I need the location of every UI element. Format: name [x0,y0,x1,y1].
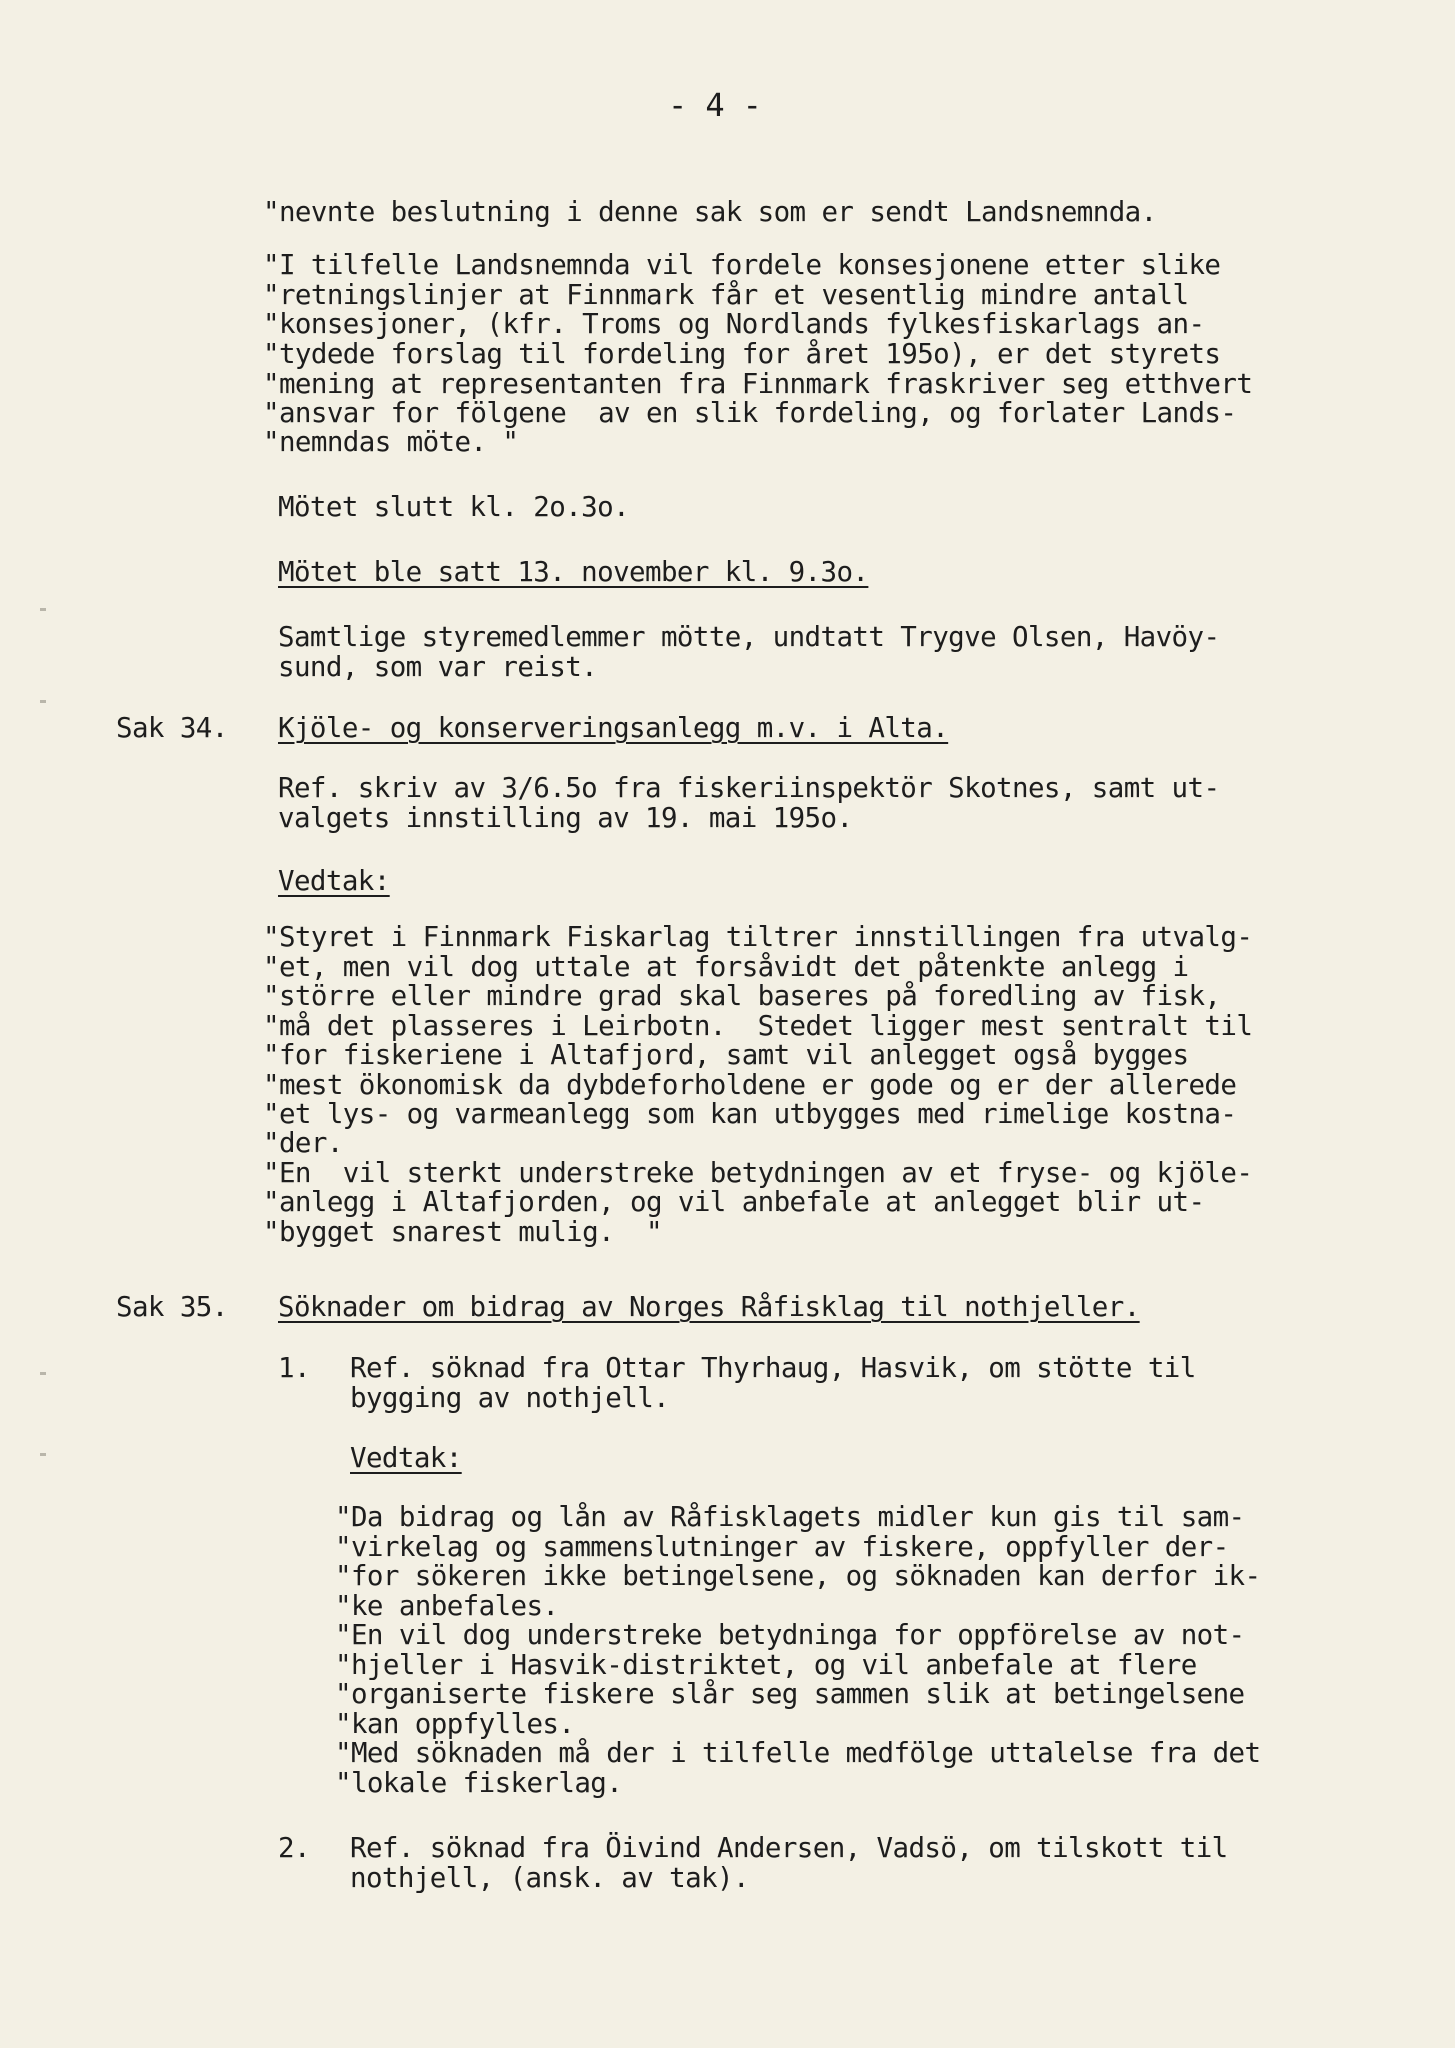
attendance-line: sund, som var reist. [278,651,598,683]
sak-34-vedtak-line: "större eller mindre grad skal baseres på foredling av fisk, [263,980,1221,1012]
margin-mark [40,1372,46,1375]
sak-35-item-1-vedtak-line: "organiserte fiskere slår seg sammen slik at betingelsene [335,1678,1245,1710]
sak-35-item-1-vedtak-line: "ke anbefales. [335,1590,559,1622]
sak-34-ref-line: valgets innstilling av 19. mai 195o. [278,802,853,834]
sak-35-item-1-vedtak-line: "Da bidrag og lån av Råfisklagets midler kun gis til sam- [335,1501,1245,1533]
sak-35-item-1-vedtak-label: Vedtak: [350,1442,462,1474]
sak-35-item-1-vedtak-line: "for sökeren ikke betingelsene, og söknaden kan derfor ik- [335,1560,1261,1592]
sak-34-vedtak-line: "der. [263,1127,343,1159]
intro-line: "nevnte beslutning i denne sak som er sendt Landsnemnda. [263,196,1157,228]
page-number: - 4 - [668,86,762,124]
sak-35-item-1-vedtak-line: "hjeller i Hasvik-distriktet, og vil anbefale at flere [335,1649,1197,1681]
intro-line: "I tilfelle Landsnemnda vil fordele konsesjonene etter slike [263,249,1221,281]
sak-34-vedtak-line: "En vil sterkt understreke betydningen av et fryse- og kjöle- [263,1157,1253,1189]
sak-35-item-1-vedtak-line: "kan oppfylles. [335,1708,575,1740]
margin-mark [40,1453,46,1456]
sak-35-label: Sak 35. [116,1291,228,1323]
intro-line: "tydede forslag til fordeling for året 195o), er det styrets [263,338,1221,370]
sak-35-item-1-vedtak-line: "lokale fiskerlag. [335,1767,623,1799]
sak-35-item-1-vedtak-line: "En vil dog understreke betydninga for oppförelse av not- [335,1619,1245,1651]
sak-34-vedtak-line: "mest ökonomisk da dybdeforholdene er gode og er der allerede [263,1069,1237,1101]
sak-34-vedtak-line: "må det plasseres i Leirbotn. Stedet ligger mest sentralt til [263,1010,1253,1042]
sak-35-item-1-number: 1. [278,1352,310,1384]
sak-34-label: Sak 34. [116,712,228,744]
sak-35-item-2-number: 2. [278,1832,310,1864]
sak-34-vedtak-line: "bygget snarest mulig. " [263,1216,662,1248]
margin-mark [40,608,46,611]
sak-34-vedtak-line: "for fiskeriene i Altafjord, samt vil anlegget også bygges [263,1039,1189,1071]
sak-34-ref-line: Ref. skriv av 3/6.5o fra fiskeriinspektör Skotnes, samt ut- [278,772,1220,804]
intro-line: "konsesjoner, (kfr. Troms og Nordlands fylkesfiskarlags an- [263,308,1205,340]
sak-34-vedtak-line: "Styret i Finnmark Fiskarlag tiltrer innstillingen fra utvalg- [263,921,1253,953]
intro-line: "retningslinjer at Finnmark får et vesentlig mindre antall [263,279,1189,311]
sak-35-title: Söknader om bidrag av Norges Råfisklag til nothjeller. [278,1291,1140,1323]
sak-35-item-1-ref-line: Ref. söknad fra Ottar Thyrhaug, Hasvik, om stötte til [350,1352,1196,1384]
sak-35-item-1-ref-line: bygging av nothjell. [350,1382,670,1414]
sak-34-vedtak-line: "anlegg i Altafjorden, og vil anbefale at anlegget blir ut- [263,1186,1205,1218]
sak-35-item-1-vedtak-line: "Med söknaden må der i tilfelle medfölge uttalelse fra det [335,1737,1261,1769]
intro-line: "nemndas möte. " [263,426,519,458]
meeting-end-line: Mötet slutt kl. 2o.3o. [278,491,630,523]
margin-mark [40,700,46,703]
sak-34-vedtak-line: "et, men vil dog uttale at forsåvidt det påtenkte anlegg i [263,951,1189,983]
sak-35-item-1-vedtak-line: "virkelag og sammenslutninger av fiskere, oppfyller der- [335,1531,1229,1563]
sak-34-title: Kjöle- og konserveringsanlegg m.v. i Alta. [278,712,949,744]
attendance-line: Samtlige styremedlemmer mötte, undtatt Trygve Olsen, Havöy- [278,621,1220,653]
sak-35-item-2-ref-line: nothjell, (ansk. av tak). [350,1862,749,1894]
intro-line: "mening at representanten fra Finnmark fraskriver seg etthvert [263,368,1253,400]
intro-line: "ansvar for fölgene av en slik fordeling, og forlater Lands- [263,397,1237,429]
meeting-start-heading: Mötet ble satt 13. november kl. 9.3o. [278,556,869,588]
sak-34-vedtak-label: Vedtak: [278,865,390,897]
sak-35-item-2-ref-line: Ref. söknad fra Öivind Andersen, Vadsö, om tilskott til [350,1832,1228,1864]
sak-34-vedtak-line: "et lys- og varmeanlegg som kan utbygges med rimelige kostna- [263,1098,1237,1130]
